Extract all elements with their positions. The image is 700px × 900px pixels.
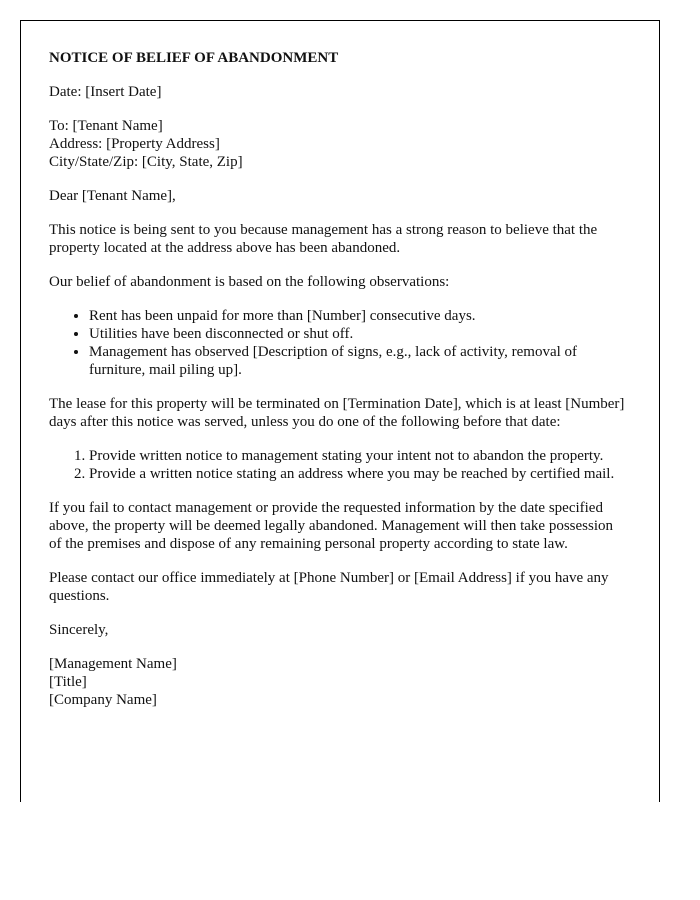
- list-item: • Management has observed [Description of signs, e.g., lack of activity, removal of furniture, mail piling up].: [89, 343, 629, 379]
- signature-name: [Management Name]: [49, 656, 177, 672]
- salutation: Dear [Tenant Name],: [49, 188, 176, 204]
- list-item: 1. Provide written notice to management stating your intent not to abandon the property.: [89, 447, 629, 465]
- list-item: • Rent has been unpaid for more than [Number] consecutive days.: [89, 307, 629, 325]
- options-list: [49, 447, 629, 483]
- date-line: Date: [Insert Date]: [49, 84, 162, 100]
- observations-intro: Our belief of abandonment is based on the following observations:: [49, 274, 450, 290]
- observations-list: [49, 307, 629, 379]
- recipient-city-state-zip: City/State/Zip: [City, State, Zip]: [49, 154, 243, 170]
- signature-company: [Company Name]: [49, 692, 157, 708]
- signature-block: [49, 655, 629, 709]
- closing: Sincerely,: [49, 622, 109, 638]
- contact-paragraph: Please contact our office immediately at [Phone Number] or [Email Address] if you have any questions.: [49, 570, 609, 604]
- notice-title: NOTICE OF BELIEF OF ABANDONMENT: [49, 50, 339, 66]
- notice-body: [49, 49, 629, 725]
- consequence-paragraph: If you fail to contact management or provide the requested information by the date specified above, the property will be deemed legally abandoned. Management will then take possession of the premises and dispose of any remaining personal property according to state law.: [49, 500, 614, 552]
- document-page: [20, 20, 660, 802]
- recipient-block: [49, 117, 629, 171]
- termination-paragraph: The lease for this property will be terminated on [Termination Date], which is at least [Number] days after this notice was served, unless you do one of the following before that date:: [49, 396, 625, 430]
- signature-title: [Title]: [49, 674, 87, 690]
- list-item: • Utilities have been disconnected or shut off.: [89, 325, 629, 343]
- recipient-to: To: [Tenant Name]: [49, 118, 163, 134]
- intro-paragraph: This notice is being sent to you because management has a strong reason to believe that the property located at the address above has been abandoned.: [49, 222, 598, 256]
- list-item: 2. Provide a written notice stating an address where you may be reached by certified mail.: [89, 465, 629, 483]
- recipient-address: Address: [Property Address]: [49, 136, 220, 152]
